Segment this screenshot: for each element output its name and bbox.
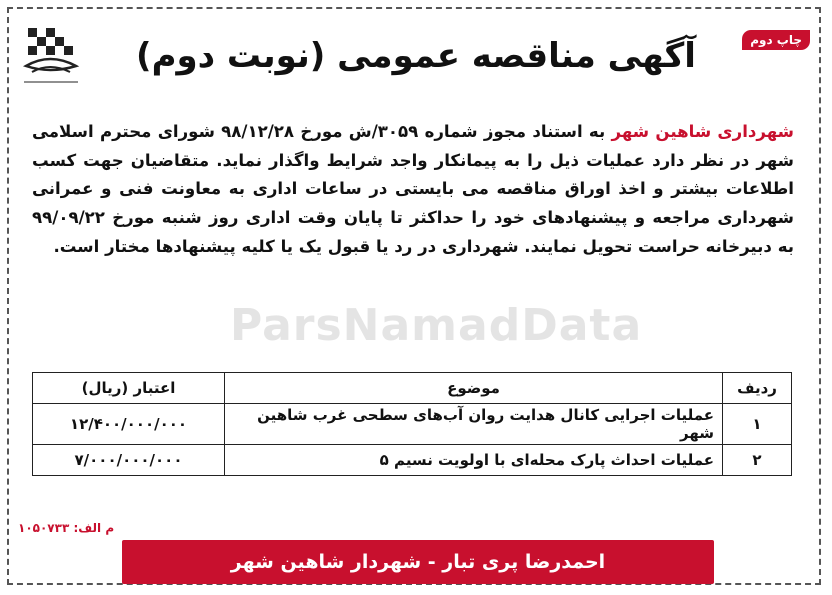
reference-code: م الف: ۱۰۵۰۷۳۳ — [18, 521, 115, 535]
tender-table — [32, 372, 792, 476]
row-number: ۱ — [723, 404, 792, 445]
ad-frame — [7, 7, 821, 585]
row-credit: ۷/۰۰۰/۰۰۰/۰۰۰ — [33, 445, 225, 476]
ad-body — [32, 118, 794, 262]
signature-banner: احمدرضا پری تبار - شهردار شاهین شهر — [122, 540, 714, 584]
row-credit: ۱۲/۴۰۰/۰۰۰/۰۰۰ — [33, 404, 225, 445]
table-header-row — [33, 373, 792, 404]
header-subject: موضوع — [225, 373, 723, 404]
municipality-logo — [20, 22, 82, 92]
header-credit: اعتبار (ریال) — [33, 373, 225, 404]
ad-title: آگهی مناقصه عمومی (نوبت دوم) — [136, 36, 696, 76]
org-name: شهرداری شاهین شهر — [611, 122, 794, 141]
second-print-badge: چاپ دوم — [742, 30, 810, 50]
row-subject: عملیات احداث پارک محله‌ای با اولویت نسیم ۵ — [225, 445, 723, 476]
table-row — [33, 404, 792, 445]
watermark: ParsNamadData — [230, 300, 643, 351]
conditions-text: متقاضیان جهت کسب اطلاعات بیشتر و اخذ اوراق مناقصه می بایستی در ساعات اداری به معاونت فنی و عمرانی شهرداری مراجعه و پیشنهادهای خود را حداکثر تا پایان وقت اداری روز شنبه مورخ ۹۹/۰۹/۲۲ به دبیرخانه حراست تحویل نمایند. شهرداری در رد یا قبول یک یا کلیه پیشنهادها مختار است. — [32, 150, 794, 256]
row-subject: عملیات اجرایی کانال هدایت روان آب‌های سطحی غرب شاهین شهر — [225, 404, 723, 445]
row-number: ۲ — [723, 445, 792, 476]
table-row — [33, 445, 792, 476]
intro-text: به استناد مجوز شماره ۳۰۵۹/ش مورخ ۹۸/۱۲/۲۸ شورای محترم اسلامی شهر در نظر دارد عملیات ذیل را به پیمانکار واجد شرایط واگذار نماید. — [32, 122, 794, 170]
header-row-number: ردیف — [723, 373, 792, 404]
